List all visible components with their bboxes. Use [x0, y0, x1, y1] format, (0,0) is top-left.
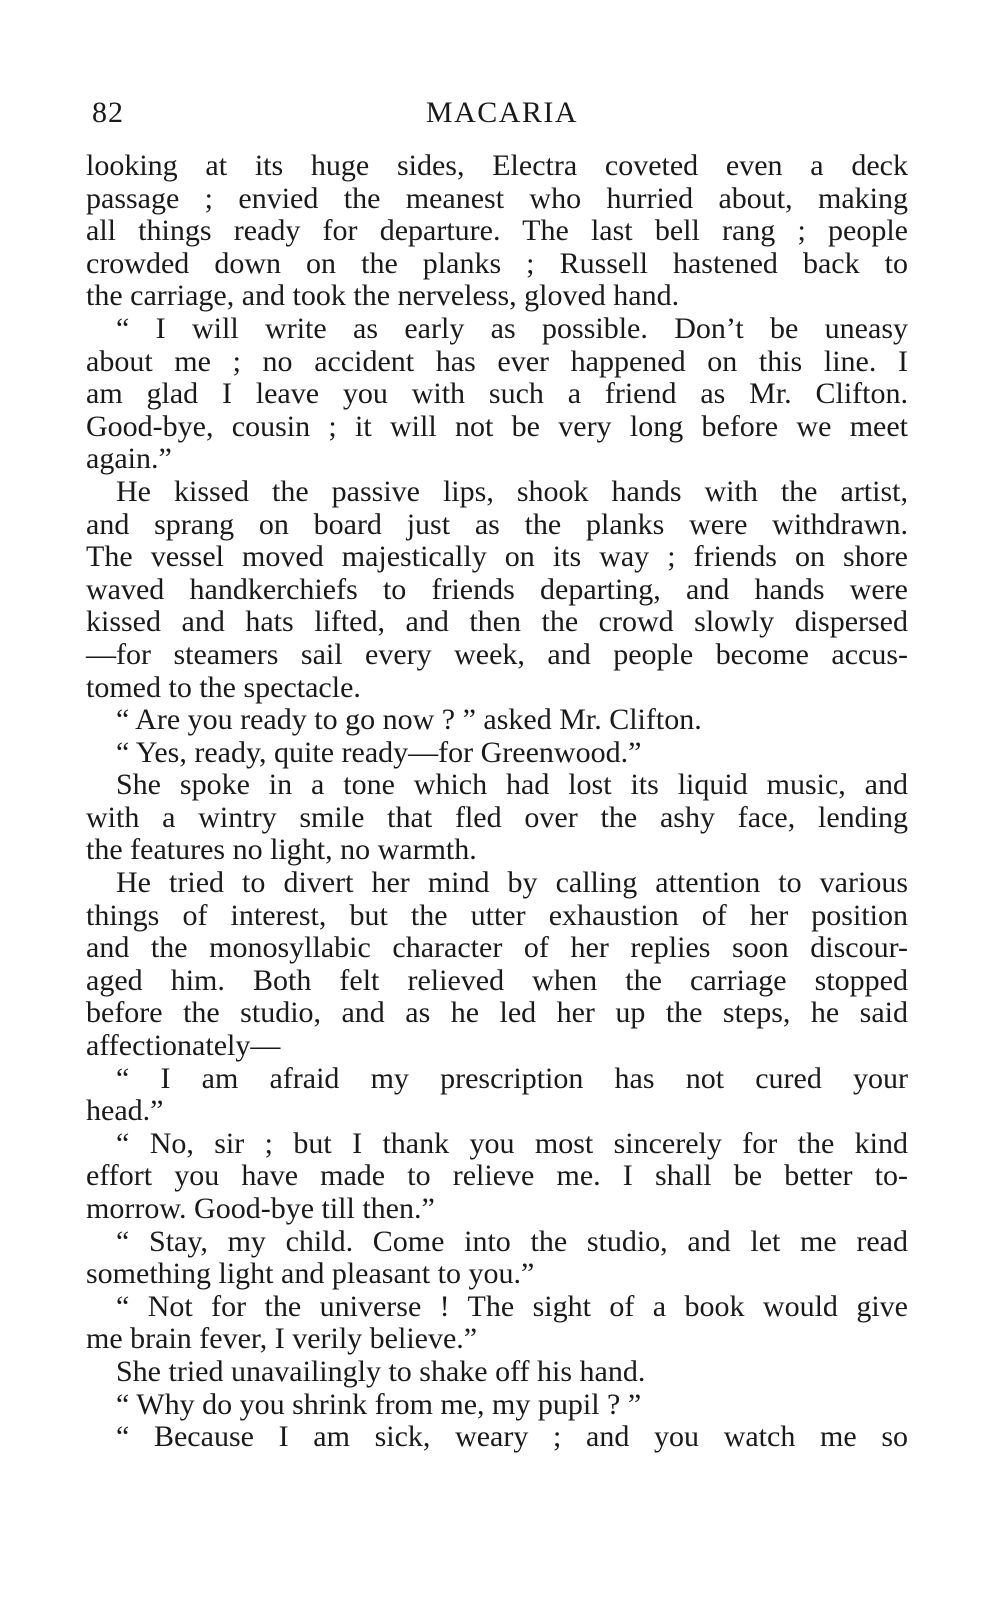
- text-line: crowded down on the planks ; Russell hastened back to: [86, 246, 908, 280]
- text-line: “ No, sir ; but I thank you most sincerely for the kind: [116, 1126, 908, 1160]
- page-header: [92, 96, 912, 136]
- text-line: effort you have made to relieve me. I shall be better to-: [86, 1159, 908, 1193]
- text-line: things of interest, but the utter exhaustion of her position: [86, 898, 908, 932]
- text-line: waved handkerchiefs to friends departing, and hands were: [86, 572, 908, 606]
- text-line: “ Why do you shrink from me, my pupil ? ”: [116, 1387, 642, 1421]
- text-line: “ I will write as early as possible. Don’t be uneasy: [116, 311, 908, 345]
- text-line: looking at its huge sides, Electra coveted even a deck: [86, 149, 908, 182]
- text-line: She tried unavailingly to shake off his hand.: [116, 1354, 646, 1388]
- text-line: He kissed the passive lips, shook hands with the artist,: [116, 474, 908, 508]
- text-line: all things ready for departure. The last bell rang ; people: [86, 214, 908, 248]
- text-line: affectionately—: [86, 1029, 281, 1063]
- text-line: me brain fever, I verily believe.”: [86, 1322, 478, 1356]
- text-line: before the studio, and as he led her up the steps, he said: [86, 996, 908, 1030]
- text-line: “ Not for the universe ! The sight of a book would give: [116, 1289, 908, 1323]
- text-line: The vessel moved majestically on its way ; friends on shore: [86, 540, 908, 574]
- text-line: about me ; no accident has ever happened on this line. I: [86, 344, 908, 378]
- text-line: She spoke in a tone which had lost its liquid music, and: [116, 768, 908, 802]
- text-line: the features no light, no warmth.: [86, 833, 477, 867]
- text-line: tomed to the spectacle.: [86, 670, 361, 704]
- text-line: kissed and hats lifted, and then the crowd slowly dispersed: [86, 605, 908, 639]
- text-line: the carriage, and took the nerveless, gloved hand.: [86, 279, 680, 313]
- text-line: —for steamers sail every week, and people become accus-: [86, 637, 908, 671]
- text-line: am glad I leave you with such a friend as Mr. Clifton.: [86, 377, 908, 411]
- text-line: again.”: [86, 442, 172, 476]
- text-line: “ Yes, ready, quite ready—for Greenwood.”: [116, 735, 642, 769]
- body-text: [86, 150, 908, 1454]
- text-line: He tried to divert her mind by calling attention to various: [116, 866, 908, 900]
- text-line: passage ; envied the meanest who hurried about, making: [86, 181, 908, 215]
- text-line: “ Are you ready to go now ? ” asked Mr. Clifton.: [116, 703, 702, 737]
- text-line: head.”: [86, 1094, 164, 1128]
- text-line: and sprang on board just as the planks were withdrawn.: [86, 507, 908, 541]
- text-line: “ I am afraid my prescription has not cured your: [116, 1061, 908, 1095]
- text-line: Good-bye, cousin ; it will not be very long before we meet: [86, 409, 908, 443]
- page-number: 82: [92, 96, 124, 129]
- text-line: “ Stay, my child. Come into the studio, and let me read: [116, 1224, 908, 1258]
- text-line: morrow. Good-bye till then.”: [86, 1192, 435, 1225]
- running-head-title: MACARIA: [425, 96, 579, 129]
- text-line: something light and pleasant to you.”: [86, 1257, 535, 1291]
- text-line: “ Because I am sick, weary ; and you watch me so: [116, 1420, 908, 1454]
- text-line: with a wintry smile that fled over the ashy face, lending: [86, 800, 908, 834]
- text-line: and the monosyllabic character of her replies soon discour-: [86, 931, 908, 965]
- text-line: aged him. Both felt relieved when the carriage stopped: [86, 963, 908, 997]
